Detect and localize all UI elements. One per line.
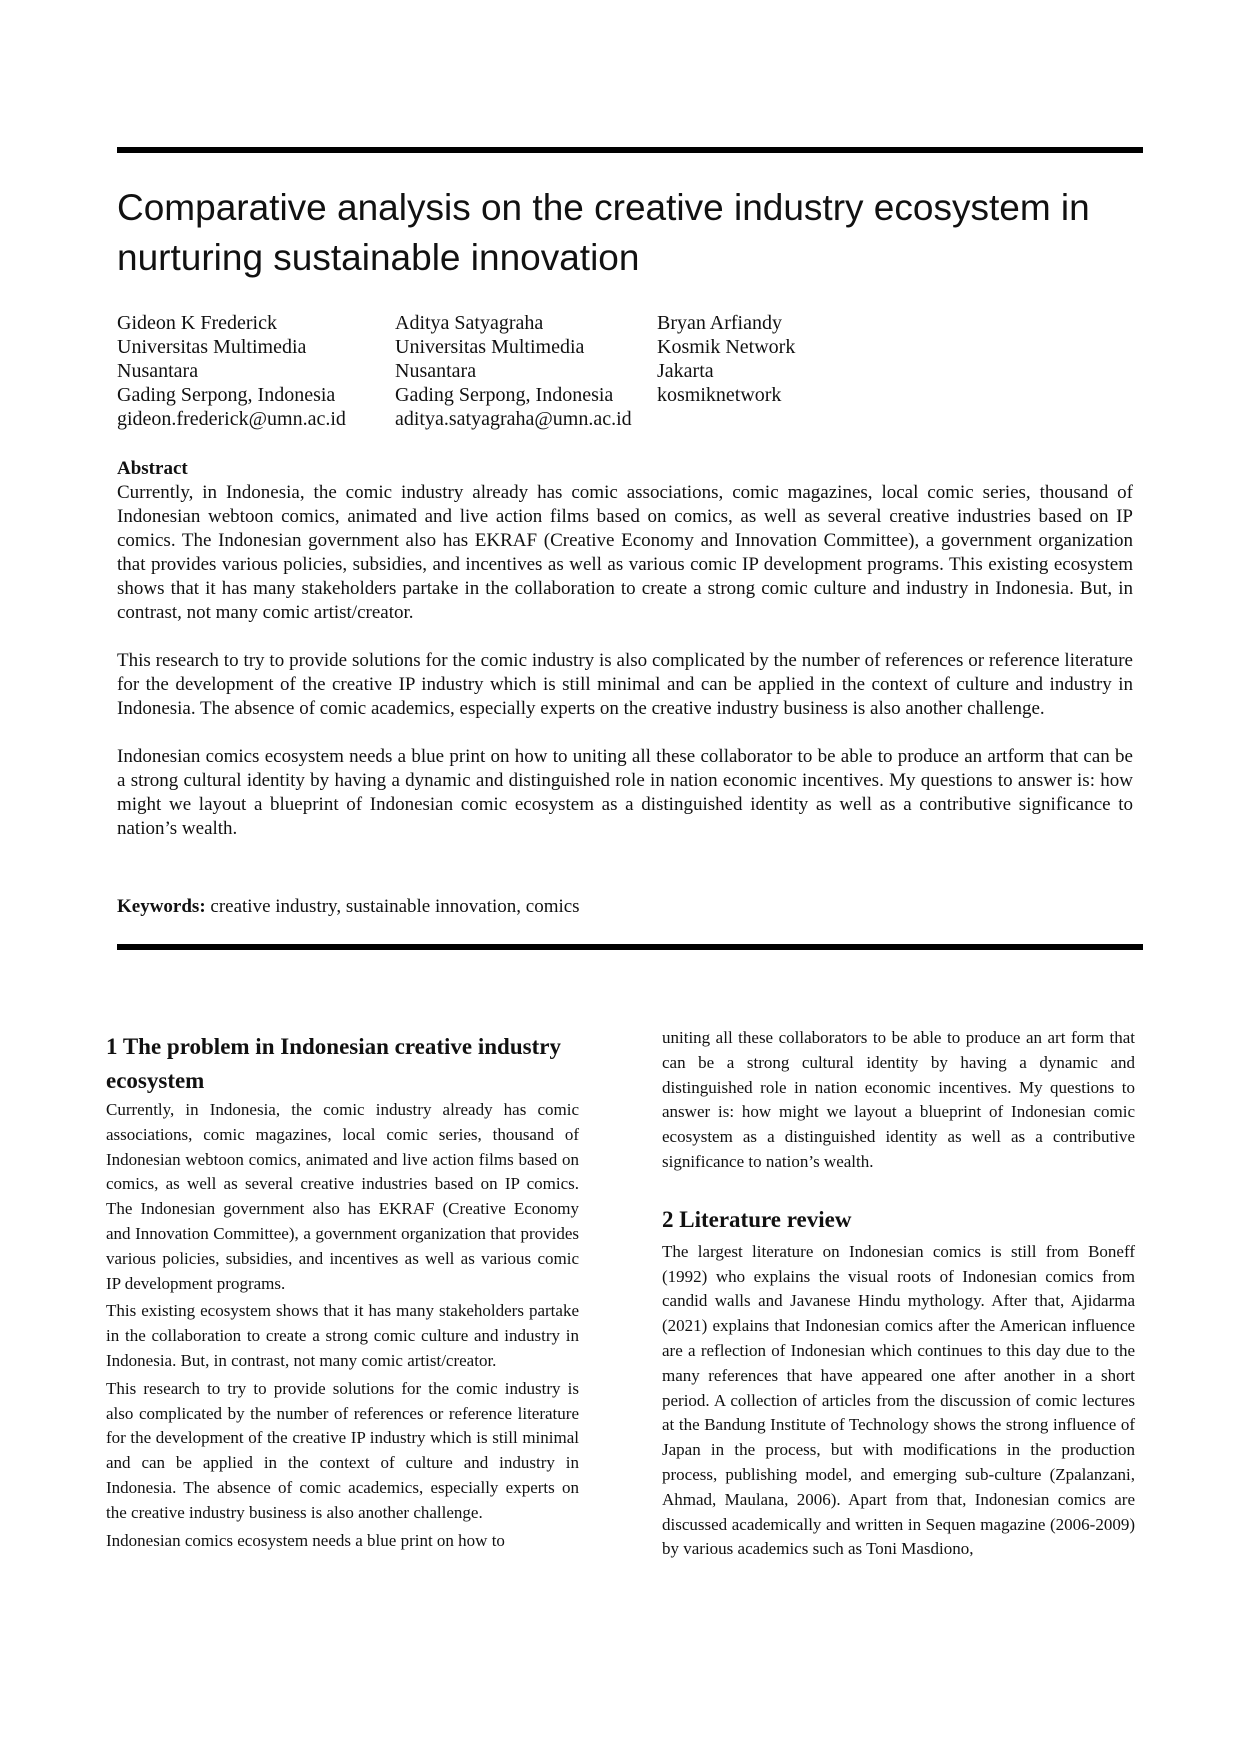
abstract-paragraph: This research to try to provide solutions for the comic industry is also complicated by the number of references or reference literature for the development of the creative IP industry which is still minimal and can be applied in the context of culture and industry in Indonesia. The absence of comic academics, especially experts on the creative industry business is also another challenge. — [117, 650, 1133, 719]
abstract-paragraph: Indonesian comics ecosystem needs a blue print on how to uniting all these collaborator to be able to produce an artform that can be a strong cultural identity by having a dynamic and distinguished role in nation economic incentives. My questions to answer is: how might we layout a blueprint of Indonesian comic ecosystem as a distinguished identity as well as a contributive significance to nation’s wealth. — [117, 746, 1133, 839]
section-2-paragraph: The largest literature on Indonesian comics is still from Boneff (1992) who explains the visual roots of Indonesian comics from candid walls and Javanese Hindu mythology. After that, Ajidarma (2021) explains that Indonesian comics after the American influence are a reflection of Indonesian which continues to this day due to the many references that have appeared one after another in a short period. A collection of articles from the discussion of comic lectures at the Bandung Institute of Technology shows the strong influence of Japan in the process, but with modifications in the production process, publishing model, and emerging sub-culture (Zpalanzani, Ahmad, Maulana, 2006). Apart from that, Indonesian comics are discussed academically and written in Sequen magazine (2006-2009) by various academics such as Toni Masdiono, — [662, 1241, 1135, 1559]
author-1 — [117, 311, 346, 431]
top-rule — [117, 147, 1143, 153]
keywords-text: creative industry, sustainable innovation, comics — [205, 896, 580, 917]
right-column — [662, 1026, 1135, 1565]
section-1-heading: 1 The problem in Indonesian creative industry ecosystem — [106, 1034, 561, 1093]
abstract-heading: Abstract — [117, 458, 188, 479]
author-email: gideon.frederick@umn.ac.id — [117, 408, 346, 430]
author-2 — [395, 311, 632, 431]
section-2-heading: 2 Literature review — [662, 1206, 852, 1232]
keywords — [117, 895, 580, 919]
author-location: Gading Serpong, Indonesia — [117, 384, 336, 406]
author-location: kosmiknetwork — [657, 384, 782, 406]
section-1-paragraph: This research to try to provide solutions for the comic industry is also complicated by the number of references or reference literature for the development of the creative IP industry which is still minimal and can be applied in the context of culture and industry in Indonesia. The absence of comic academics, especially experts on the creative industry business is also another challenge. — [106, 1378, 579, 1522]
author-3 — [657, 311, 795, 407]
section-1-paragraph: Indonesian comics ecosystem needs a blue print on how to — [106, 1530, 505, 1550]
author-affiliation: Universitas Multimedia — [117, 336, 307, 358]
author-affiliation: Kosmik Network — [657, 336, 796, 358]
author-name: Gideon K Frederick — [117, 312, 277, 334]
bottom-rule — [117, 944, 1143, 950]
author-affiliation: Nusantara — [117, 360, 199, 382]
paper-title: Comparative analysis on the creative industry ecosystem in nurturing sustainable innovation — [117, 187, 1090, 278]
author-name: Aditya Satyagraha — [395, 312, 544, 334]
abstract-paragraph: Currently, in Indonesia, the comic industry already has comic associations, comic magazines, local comic series, thousand of Indonesian webtoon comics, animated and live action films based on comics, as well as several creative industries based on IP comics. The Indonesian government also has EKRAF (Creative Economy and Innovation Committee), a government organization that provides various policies, subsidies, and incentives as well as various comic IP development programs. This existing ecosystem shows that it has many stakeholders partake in the collaboration to create a strong comic culture and industry in Indonesia. But, in contrast, not many comic artist/creator. — [117, 482, 1133, 623]
keywords-label: Keywords: — [117, 896, 206, 917]
author-name: Bryan Arfiandy — [657, 312, 782, 334]
section-1-paragraph: This existing ecosystem shows that it has many stakeholders partake in the collaboration to create a strong comic culture and industry in Indonesia. But, in contrast, not many comic artist/creator. — [106, 1301, 579, 1370]
abstract — [117, 457, 1133, 865]
author-affiliation: Universitas Multimedia — [395, 336, 585, 358]
left-column — [106, 1030, 579, 1556]
author-email: aditya.satyagraha@umn.ac.id — [395, 408, 632, 430]
author-affiliation: Jakarta — [657, 360, 714, 382]
section-1-paragraph: Currently, in Indonesia, the comic industry already has comic associations, comic magazines, local comic series, thousand of Indonesian webtoon comics, animated and live action films based on comics, as well as several creative industries based on IP comics. The Indonesian government also has EKRAF (Creative Economy and Innovation Committee), a government organization that provides various policies, subsidies, and incentives as well as various comic IP development programs. — [106, 1100, 579, 1293]
author-affiliation: Nusantara — [395, 360, 477, 382]
author-location: Gading Serpong, Indonesia — [395, 384, 614, 406]
section-1-continuation: uniting all these collaborators to be able to produce an art form that can be a strong cultural identity by having a dynamic and distinguished role in nation economic incentives. My questions to answer is: how might we layout a blueprint of Indonesian comic ecosystem as a distinguished identity as well as a contributive significance to nation’s wealth. — [662, 1028, 1135, 1171]
